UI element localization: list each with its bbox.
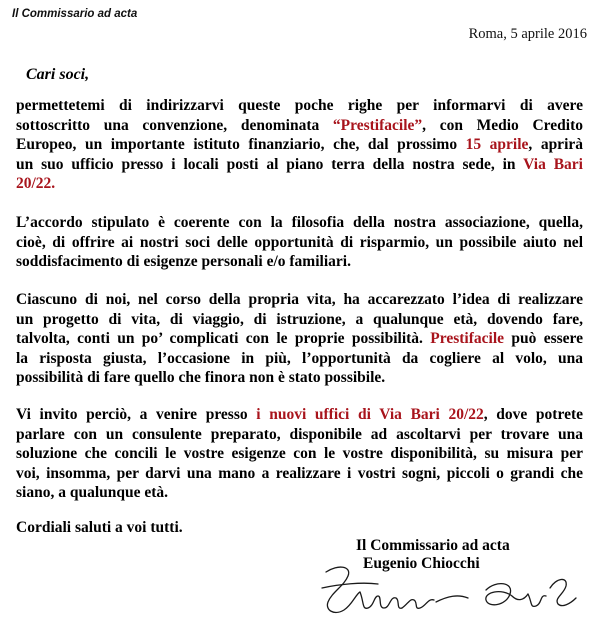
paragraph-line: cioè, di offrire ai nostri soci delle opportunità di risparmio, un possibile aiuto nel: [16, 233, 583, 251]
paragraph-4: [16, 405, 583, 503]
highlight-prestifacile: Prestifacile: [430, 330, 505, 347]
paragraph-line: [16, 116, 583, 136]
handwritten-signature: [318, 558, 580, 622]
header-organization: Il Commissario ad acta: [12, 8, 138, 20]
text-run: sottoscritto una convenzione, denominata: [16, 116, 333, 134]
closing-line: Cordiali saluti a voi tutti.: [16, 519, 183, 536]
paragraph-2: [16, 213, 583, 272]
paragraph-line: [16, 405, 583, 425]
text-run: un suo ufficio presso i locali posti al piano terra della nostra sede, in: [16, 155, 524, 173]
paragraph-line: [16, 155, 583, 175]
highlight-address: Via Bari: [523, 155, 583, 173]
paragraph-line: [16, 135, 583, 155]
paragraph-line: voi, insomma, per darvi una mano a realizzare i vostri sogni, piccoli o grandi che: [16, 464, 583, 482]
signature-name: Eugenio Chiocchi: [363, 555, 480, 572]
highlight-prestifacile: “Prestifacile”: [332, 116, 423, 134]
highlight-address-number: 20/22.: [16, 175, 56, 192]
paragraph-line: siano, a qualunque età.: [16, 484, 169, 501]
text-run: , con Medio Credito: [422, 116, 583, 134]
paragraph-line: L’accordo stipulato è coerente con la filosofia della nostra associazione, quella,: [16, 214, 583, 231]
text-run: , aprirà: [528, 136, 584, 153]
paragraph-line: [16, 329, 583, 349]
signature-title: Il Commissario ad acta: [356, 537, 510, 554]
text-run: Europeo, un importante istituto finanziario, che, dal prossimo: [16, 136, 466, 153]
paragraph-line: Ciascuno di noi, nel corso della propria vita, ha accarezzato l’idea di realizzare: [16, 291, 583, 308]
text-run: può essere: [504, 330, 583, 347]
paragraph-line: la risposta giusta, l’occasione in più, l’opportunità da cogliere al volo, una: [16, 349, 583, 367]
paragraph-line: permettetemi di indirizzarvi queste poche righe per informarvi di avere: [16, 97, 583, 114]
letter-date: Roma, 5 aprile 2016: [468, 26, 587, 42]
paragraph-line: soddisfacimento di esigenze personali e/o familiari.: [16, 253, 351, 270]
text-run: , dove potrete: [483, 406, 583, 423]
paragraph-line: possibilità di fare quello che finora non è stato possibile.: [16, 369, 386, 386]
highlight-offices: i nuovi uffici di Via Bari 20/22: [256, 406, 484, 423]
paragraph-line: parlare con un consulente preparato, disponibile ad ascoltarvi per trovare una: [16, 425, 583, 443]
paragraph-1: [16, 96, 583, 194]
paragraph-3: [16, 290, 583, 388]
paragraph-line: soluzione che concili le vostre esigenze con le vostre disponibilità, su misura per: [16, 445, 583, 462]
text-run: Vi invito perciò, a venire presso: [16, 406, 257, 423]
paragraph-line: un progetto di vita, di viaggio, di istruzione, a qualunque età, dovendo fare,: [16, 310, 583, 328]
text-run: talvolta, conti un po’ complicati con le proprie possibilità.: [16, 330, 431, 347]
salutation: Cari soci,: [26, 66, 90, 83]
highlight-date: 15 aprile: [465, 136, 529, 153]
